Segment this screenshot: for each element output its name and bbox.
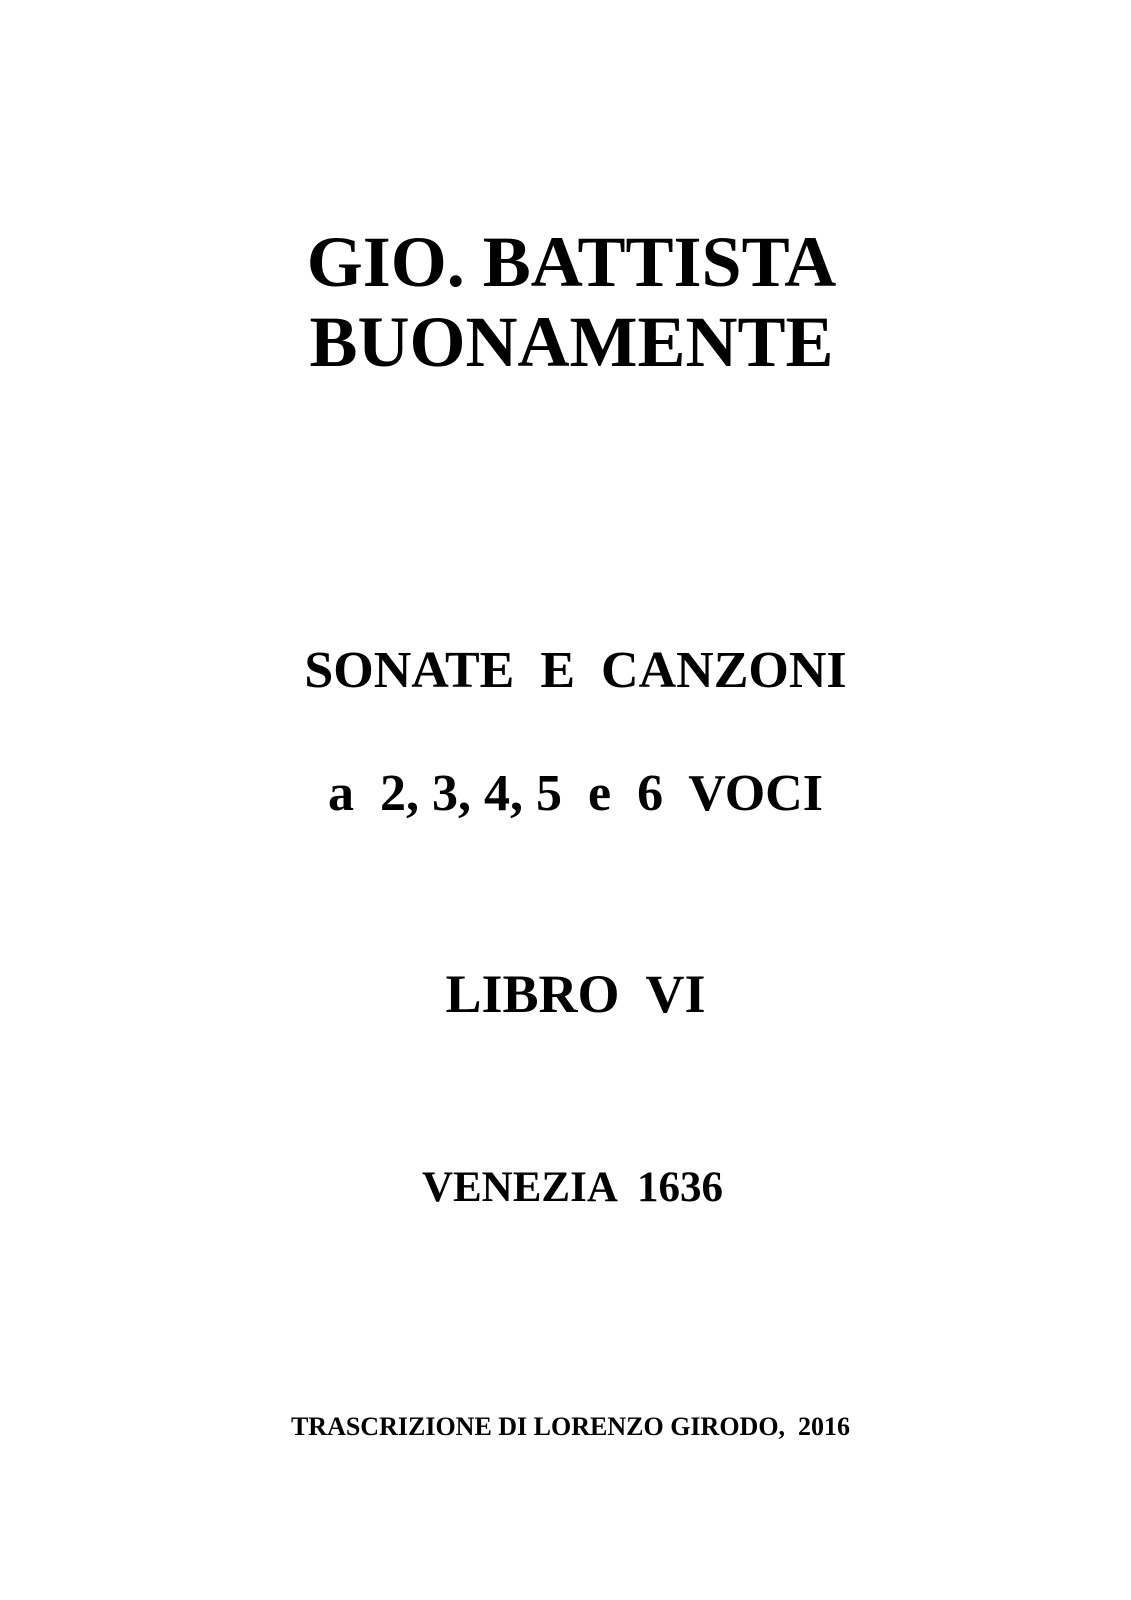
transcription-credit: TRASCRIZIONE DI LORENZO GIRODO, 2016 [290,1412,851,1441]
composer-name-line-1: GIO. BATTISTA [306,222,837,302]
work-title: SONATE E CANZONI [304,642,847,699]
publication-place-year: VENEZIA 1636 [421,1164,724,1211]
book-number: LIBRO VI [445,964,706,1024]
voices-subtitle: a 2, 3, 4, 5 e 6 VOCI [328,765,823,822]
composer-name-line-2: BUONAMENTE [309,302,834,382]
